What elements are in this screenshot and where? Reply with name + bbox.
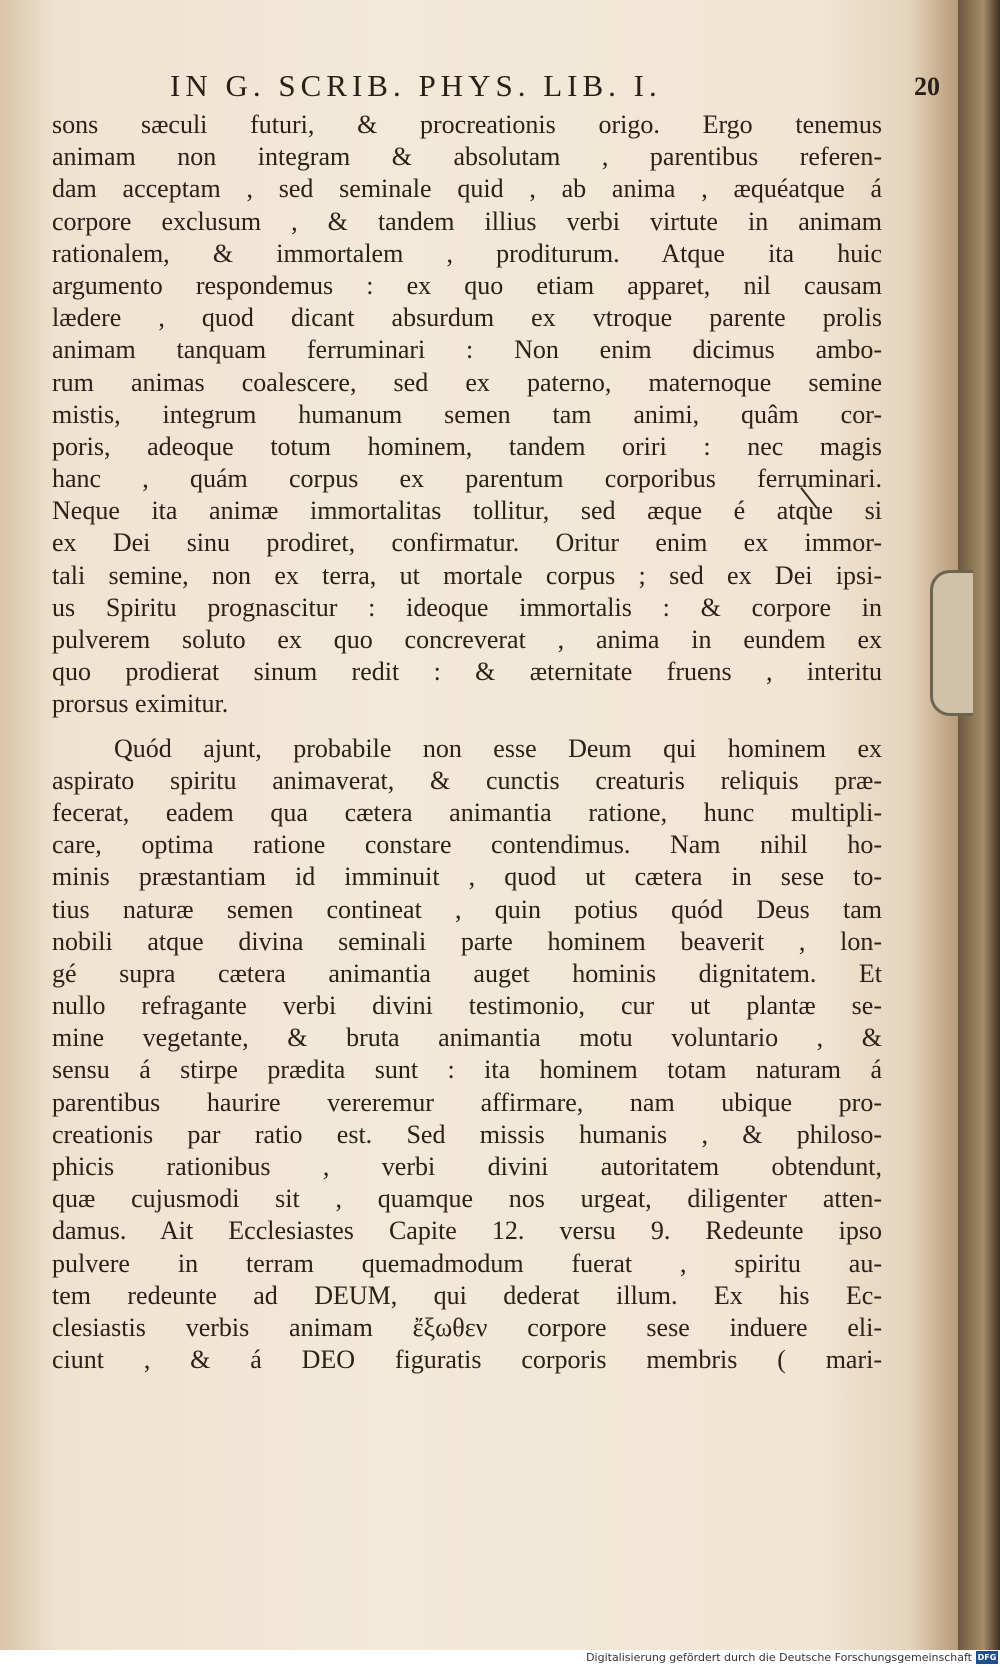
text-line: dam acceptam , sed seminale quid , ab anima , æquéatque á xyxy=(52,174,882,204)
text-line: clesiastis verbis animam ἔξωθεν corpore sese induere eli- xyxy=(52,1312,882,1342)
text-line: minis præstantiam id imminuit , quod ut cætera in sese to- xyxy=(52,862,882,892)
page-number: 20 xyxy=(914,72,940,101)
text-line: rationalem, & immortalem , proditurum. Atque ita huic xyxy=(52,238,882,268)
page-header xyxy=(170,68,940,108)
text-line: lædere , quod dicant absurdum ex vtroque parente prolis xyxy=(52,303,882,333)
body-text xyxy=(52,109,882,1376)
running-head: IN G. SCRIB. PHYS. LIB. I. xyxy=(170,68,662,103)
text-line: phicis rationibus , verbi divini autoritatem obtendunt, xyxy=(52,1152,882,1181)
dfg-logo: DFG xyxy=(977,1653,997,1662)
text-line: fecerat, eadem qua cætera animantia ratione, hunc multipli- xyxy=(52,797,882,827)
text-line: quo prodierat sinum redit : & æternitate fruens , interitu xyxy=(52,657,882,687)
text-line: tem redeunte ad DEUM, qui dederat illum. Ex his Ec- xyxy=(52,1280,882,1310)
page-edge xyxy=(958,0,1000,1650)
text-line: argumento respondemus : ex quo etiam apparet, nil causam xyxy=(52,270,882,300)
text-line: ex Dei sinu prodiret, confirmatur. Oritur enim ex immor- xyxy=(52,528,882,558)
text-line: animam tanquam ferruminari : Non enim dicimus ambo- xyxy=(52,335,882,365)
text-line: tali semine, non ex terra, ut mortale corpus ; sed ex Dei ipsi- xyxy=(52,560,882,590)
text-line: tius naturæ semen contineat , quin potius quód Deus tam xyxy=(52,894,882,924)
text-line: damus. Ait Ecclesiastes Capite 12. versu 9. Redeunte ipso xyxy=(52,1216,882,1246)
paragraph-gap xyxy=(52,721,882,733)
text-line: ciunt , & á DEO figuratis corporis membris ( mari- xyxy=(52,1345,882,1375)
text-line: care, optima ratione constare contendimus. Nam nihil ho- xyxy=(52,830,882,860)
text-line: us Spiritu prognascitur : ideoque immortalis : & corpore in xyxy=(52,592,882,622)
text-line: pulvere in terram quemadmodum fuerat , spiritu au- xyxy=(52,1248,882,1278)
text-line: animam non integram & absolutam , parentibus referen- xyxy=(52,142,882,172)
text-line: Neque ita animæ immortalitas tollitur, sed æque é atque si xyxy=(52,496,882,526)
text-line: mine vegetante, & bruta animantia motu voluntario , & xyxy=(52,1023,882,1053)
text-line: quæ cujusmodi sit , quamque nos urgeat, diligenter atten- xyxy=(52,1184,882,1214)
text-line: poris, adeoque totum hominem, tandem oriri : nec magis xyxy=(52,431,882,461)
text-line: pulverem soluto ex quo concreverat , anima in eundem ex xyxy=(52,625,882,654)
text-line: parentibus haurire vereremur affirmare, nam ubique pro- xyxy=(52,1087,882,1117)
footer xyxy=(0,1650,1000,1667)
text-line: hanc , quám corpus ex parentum corporibus ferruminari. xyxy=(52,464,882,494)
text-line: creationis par ratio est. Sed missis humanis , & philoso- xyxy=(52,1119,882,1149)
text-line: aspirato spiritu animaverat, & cunctis creaturis reliquis præ- xyxy=(52,765,882,795)
text-line: sensu á stirpe prædita sunt : ita hominem totam naturam á xyxy=(52,1055,882,1085)
text-line: gé supra cætera animantia auget hominis dignitatem. Et xyxy=(52,958,882,988)
paragraph xyxy=(52,733,882,1377)
text-line: nullo refragante verbi divini testimonio, cur ut plantæ se- xyxy=(52,991,882,1021)
text-line: prorsus eximitur. xyxy=(52,689,229,719)
text-line: corpore exclusum , & tandem illius verbi virtute in animam xyxy=(52,206,882,236)
text-line: sons sæculi futuri, & procreationis origo. Ergo tenemus xyxy=(52,110,882,139)
funding-credit: Digitalisierung gefördert durch die Deutsche Forschungsgemeinschaft xyxy=(586,1651,972,1664)
text-line: nobili atque divina seminali parte hominem beaverit , lon- xyxy=(52,926,882,956)
page-tab-mark xyxy=(930,570,973,716)
text-line: Quód ajunt, probabile non esse Deum qui hominem ex xyxy=(114,733,882,763)
text-line: rum animas coalescere, sed ex paterno, maternoque semine xyxy=(52,367,882,397)
paragraph xyxy=(52,109,882,721)
text-line: mistis, integrum humanum semen tam animi, quâm cor- xyxy=(52,399,882,429)
